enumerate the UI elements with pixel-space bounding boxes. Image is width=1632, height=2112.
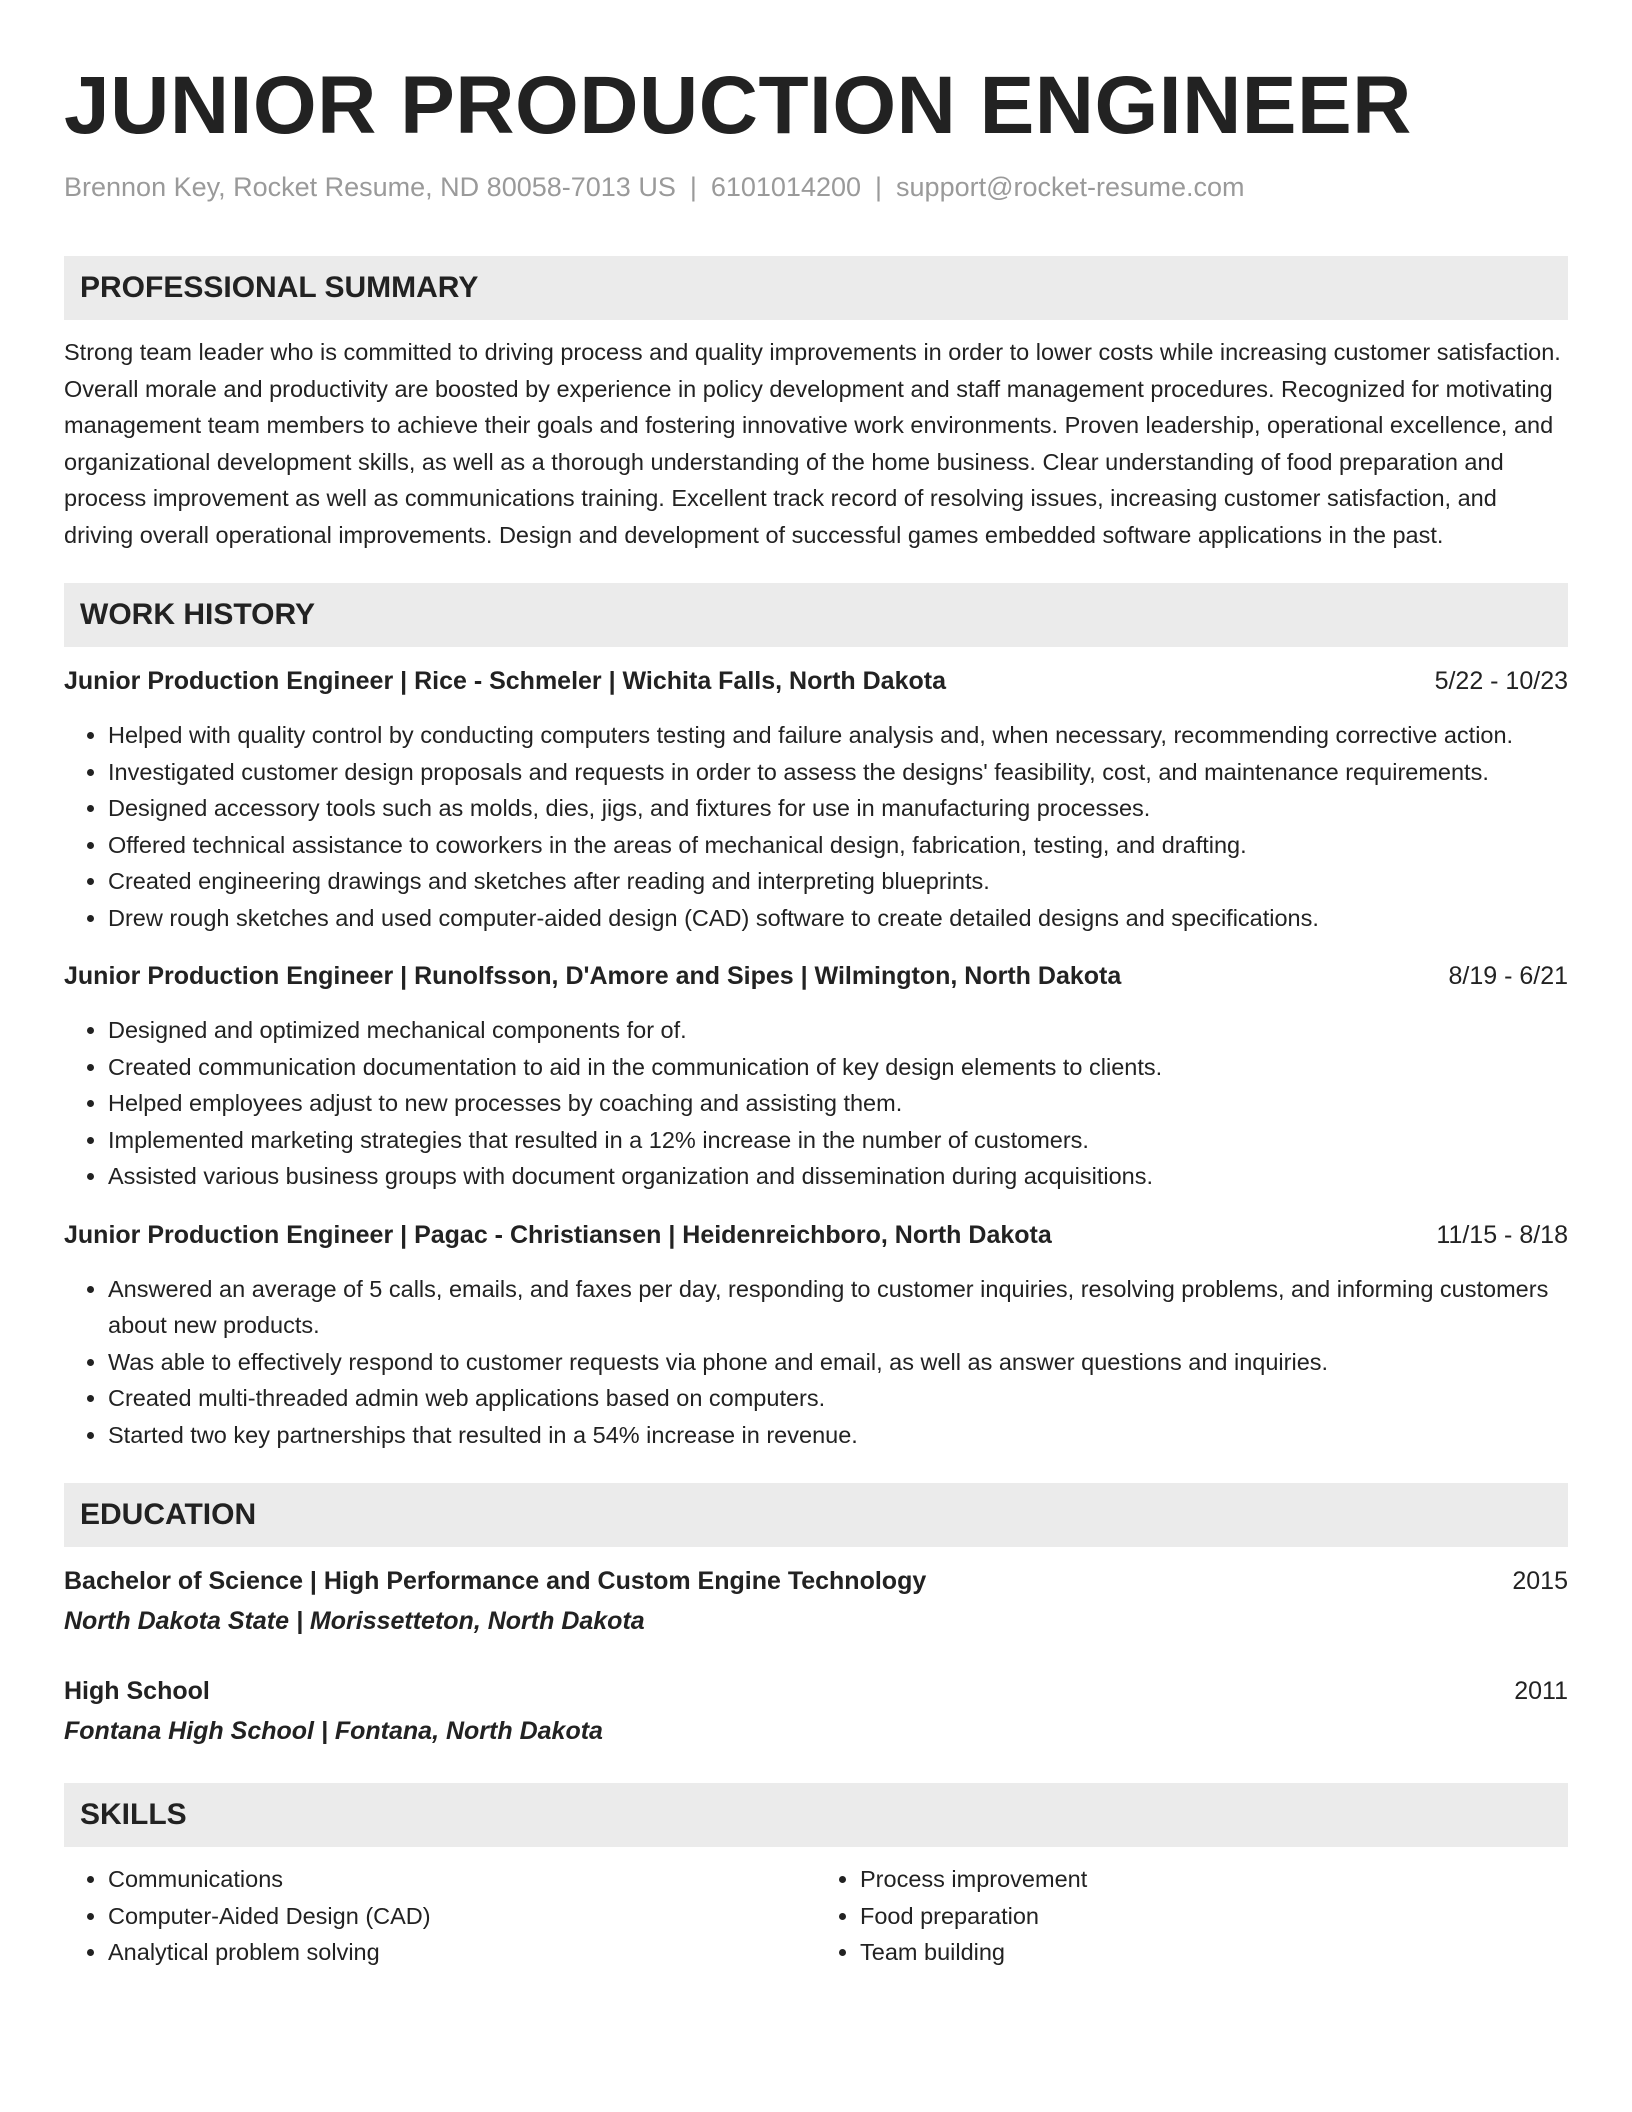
education-school: North Dakota State | Morissetteton, North Dakota xyxy=(64,1607,645,1635)
section-heading-skills: SKILLS xyxy=(64,1783,1568,1847)
job-title: Junior Production Engineer | Rice - Schmeler | Wichita Falls, North Dakota xyxy=(64,667,946,695)
job-bullet: • Started two key partnerships that resulted in a 54% increase in revenue. xyxy=(108,1417,1568,1454)
job-bullet: • Investigated customer design proposals and requests in order to assess the designs' feasibility, cost, and maintenance requirements. xyxy=(108,754,1568,791)
job-entry xyxy=(64,958,1568,1195)
summary-text: Strong team leader who is committed to driving process and quality improvements in order to lower costs while increasing customer satisfaction. Overall morale and productivity are boosted by experience in policy development and staff management procedures. Recognized for motivating management team members to achieve their goals and fostering innovative work environments. Proven leadership, operational excellence, and organizational development skills, as well as a thorough understanding of the home business. Clear understanding of food preparation and process improvement as well as communications training. Excellent track record of resolving issues, increasing customer satisfaction, and driving overall operational improvements. Design and development of successful games embedded software applications in the past. xyxy=(64,339,1561,548)
job-bullet: • Created multi-threaded admin web applications based on computers. xyxy=(108,1380,1568,1417)
job-dates: 5/22 - 10/23 xyxy=(1434,667,1568,695)
contact-line xyxy=(64,168,1568,206)
education-entry xyxy=(64,1673,1568,1749)
job-bullet: • Implemented marketing strategies that resulted in a 12% increase in the number of customers. xyxy=(108,1122,1568,1159)
job-dates: 8/19 - 6/21 xyxy=(1448,962,1568,990)
job-entry xyxy=(64,663,1568,936)
education-year: 2011 xyxy=(1514,1677,1568,1705)
section-heading-summary: PROFESSIONAL SUMMARY xyxy=(64,256,1568,320)
skill-item: • Process improvement xyxy=(860,1861,1568,1898)
contact-email: support@rocket-resume.com xyxy=(896,172,1245,202)
job-bullet: • Answered an average of 5 calls, emails, and faxes per day, responding to customer inquiries, resolving problems, and informing customers about new products. xyxy=(108,1271,1568,1344)
job-bullet: • Was able to effectively respond to customer requests via phone and email, as well as answer questions and inquiries. xyxy=(108,1344,1568,1381)
skill-item: • Communications xyxy=(108,1861,816,1898)
job-bullet: • Created engineering drawings and sketches after reading and interpreting blueprints. xyxy=(108,863,1568,900)
job-header xyxy=(64,663,1568,699)
contact-phone: 6101014200 xyxy=(710,172,862,202)
job-bullet: • Created communication documentation to aid in the communication of key design elements to clients. xyxy=(108,1049,1568,1086)
education-school: Fontana High School | Fontana, North Dakota xyxy=(64,1717,603,1745)
job-bullet: • Helped employees adjust to new processes by coaching and assisting them. xyxy=(108,1085,1568,1122)
education-header xyxy=(64,1673,1568,1709)
skill-item: • Team building xyxy=(860,1934,1568,1971)
skills-list-left xyxy=(64,1861,816,1971)
job-bullet: • Designed accessory tools such as molds, dies, jigs, and fixtures for use in manufacturing processes. xyxy=(108,790,1568,827)
education-degree: Bachelor of Science | High Performance and Custom Engine Technology xyxy=(64,1567,927,1595)
job-title: Junior Production Engineer | Pagac - Christiansen | Heidenreichboro, North Dakota xyxy=(64,1220,1052,1249)
job-bullet: • Offered technical assistance to coworkers in the areas of mechanical design, fabrication, testing, and drafting. xyxy=(108,827,1568,864)
education-degree: High School xyxy=(64,1677,210,1705)
job-header xyxy=(64,1217,1568,1253)
job-bullet: • Helped with quality control by conducting computers testing and failure analysis and, when necessary, recommending corrective action. xyxy=(108,717,1568,754)
skill-item: • Computer-Aided Design (CAD) xyxy=(108,1898,816,1935)
job-entry xyxy=(64,1217,1568,1454)
skill-item: • Analytical problem solving xyxy=(108,1934,816,1971)
job-bullets xyxy=(64,717,1568,936)
skills-grid xyxy=(64,1861,1568,1971)
job-header xyxy=(64,958,1568,994)
job-bullet: • Drew rough sketches and used computer-aided design (CAD) software to create detailed designs and specifications. xyxy=(108,900,1568,937)
skill-item: • Food preparation xyxy=(860,1898,1568,1935)
education-header xyxy=(64,1563,1568,1599)
contact-address: Brennon Key, Rocket Resume, ND 80058-7013 US xyxy=(64,172,676,202)
education-entry xyxy=(64,1563,1568,1639)
job-bullet: • Designed and optimized mechanical components for of. xyxy=(108,1012,1568,1049)
job-dates: 11/15 - 8/18 xyxy=(1436,1220,1568,1249)
contact-separator: | xyxy=(689,172,697,202)
section-heading-work-history: WORK HISTORY xyxy=(64,583,1568,647)
skills-list-right xyxy=(816,1861,1568,1971)
contact-separator: | xyxy=(875,172,883,202)
job-bullets xyxy=(64,1012,1568,1195)
job-bullets xyxy=(64,1271,1568,1454)
section-heading-education: EDUCATION xyxy=(64,1483,1568,1547)
resume-title: JUNIOR PRODUCTION ENGINEER xyxy=(64,60,1412,151)
job-title: Junior Production Engineer | Runolfsson, D'Amore and Sipes | Wilmington, North Dakota xyxy=(64,962,1122,990)
education-year: 2015 xyxy=(1512,1567,1568,1595)
job-bullet: • Assisted various business groups with document organization and dissemination during acquisitions. xyxy=(108,1158,1568,1195)
